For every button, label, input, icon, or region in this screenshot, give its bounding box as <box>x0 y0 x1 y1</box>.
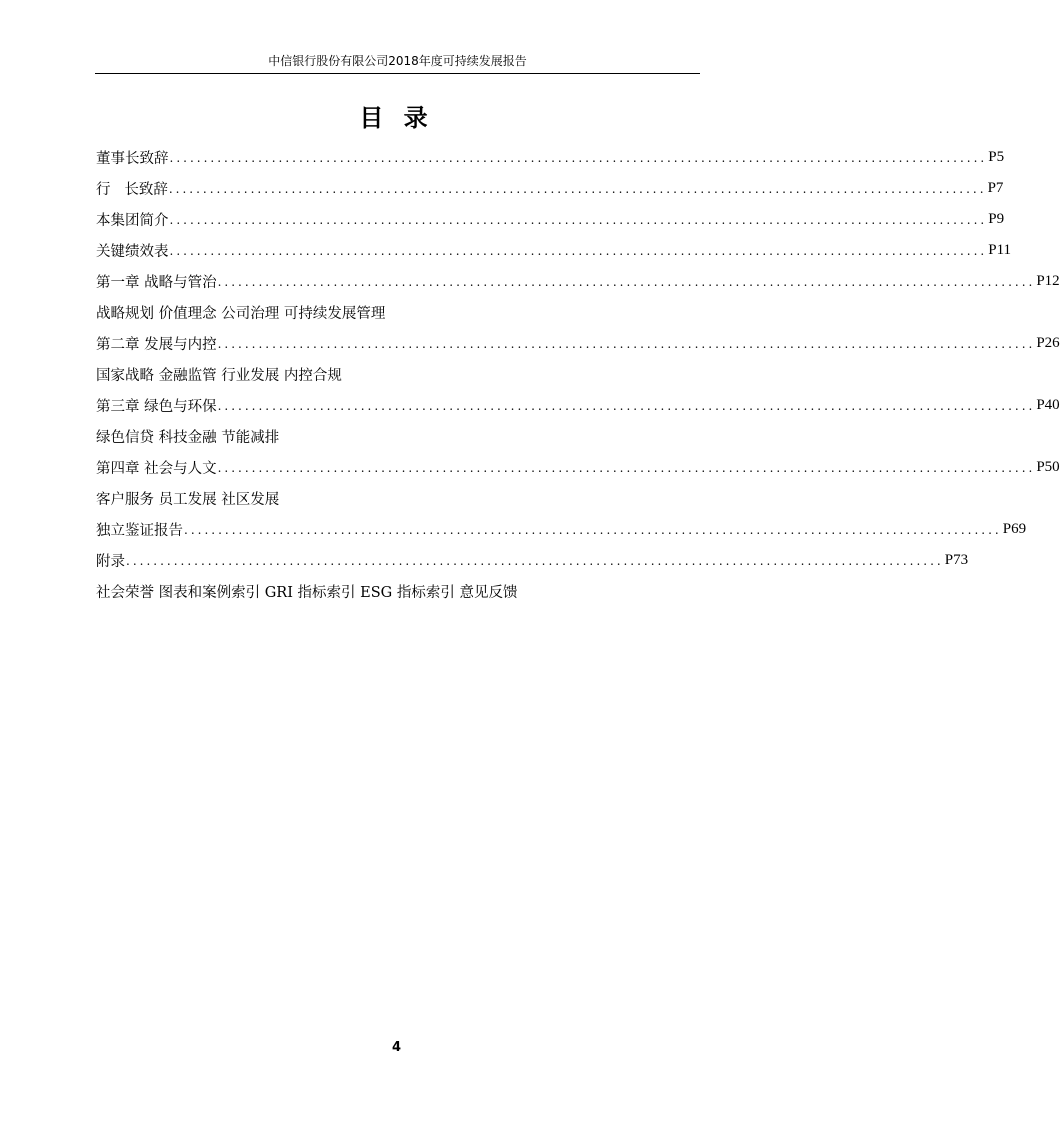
toc-leader-dots: ........................................................................................................................ <box>169 150 988 165</box>
toc-leader-dots: ........................................................................................................................ <box>217 460 1036 475</box>
toc-entry[interactable] <box>96 173 1004 204</box>
toc-entry-page: P40 <box>1036 397 1060 413</box>
toc-leader-dots: ........................................................................................................................ <box>169 212 988 227</box>
toc-entry-label: 行 长致辞 <box>96 182 168 198</box>
toc-entry-label: 关键绩效表 <box>96 244 169 260</box>
toc-leader-dots: ........................................................................................................................ <box>217 398 1036 413</box>
toc-subtopics <box>96 297 696 328</box>
page-title: 目 录 <box>359 104 434 132</box>
toc-entry-page: P26 <box>1036 335 1060 351</box>
page-number: 4 <box>391 1040 402 1055</box>
toc-entry[interactable] <box>96 328 1060 359</box>
toc-entry[interactable] <box>96 235 1012 266</box>
toc-subtopics <box>96 421 696 452</box>
toc-entry-label: 附录 <box>96 554 125 570</box>
toc-leader-dots: ........................................................................................................................ <box>217 274 1036 289</box>
toc-entry-page: P73 <box>944 552 969 568</box>
toc-leader-dots: ........................................................................................................................ <box>168 181 987 196</box>
toc-entry-label: 第四章 社会与人文 <box>96 461 217 477</box>
toc-leader-dots: ........................................................................................................................ <box>217 336 1036 351</box>
toc-entry[interactable] <box>96 204 1005 235</box>
toc-entry-label: 董事长致辞 <box>96 151 169 167</box>
toc-entry-page: P11 <box>988 242 1012 258</box>
toc-entry-page: P7 <box>987 180 1004 196</box>
toc-leader-dots: ........................................................................................................................ <box>184 522 1002 537</box>
running-header: 中信银行股份有限公司2018年度可持续发展报告 <box>268 54 527 68</box>
toc-entry-label: 第三章 绿色与环保 <box>96 399 217 415</box>
toc-entry-page: P69 <box>1002 521 1027 537</box>
toc-entry[interactable] <box>96 514 1027 545</box>
toc-leader-dots: ........................................................................................................................ <box>126 553 944 568</box>
toc-entry[interactable] <box>96 452 1060 483</box>
toc-entry-page: P5 <box>988 149 1005 165</box>
toc-entry[interactable] <box>96 142 1005 173</box>
toc-subtopics-text: 社会荣誉 图表和案例索引 GRI 指标索引 ESG 指标索引 意见反馈 <box>96 585 518 601</box>
toc-entry-page: P9 <box>988 211 1005 227</box>
toc-entry[interactable] <box>96 390 1060 421</box>
toc-entry-page: P12 <box>1036 273 1060 289</box>
toc-entry-label: 本集团简介 <box>96 213 169 229</box>
toc-subtopics-text: 国家战略 金融监管 行业发展 内控合规 <box>96 368 342 384</box>
table-of-contents <box>96 142 1060 607</box>
toc-subtopics-text: 战略规划 价值理念 公司治理 可持续发展管理 <box>96 306 386 322</box>
toc-subtopics-text: 绿色信贷 科技金融 节能减排 <box>96 430 280 446</box>
toc-entry-page: P50 <box>1036 459 1060 475</box>
toc-subtopics <box>96 576 696 607</box>
toc-entry-label: 第一章 战略与管治 <box>96 275 217 291</box>
toc-subtopics-text: 客户服务 员工发展 社区发展 <box>96 492 280 508</box>
toc-entry[interactable] <box>96 266 1060 297</box>
toc-subtopics <box>96 359 696 390</box>
toc-entry[interactable] <box>96 545 969 576</box>
toc-entry-label: 第二章 发展与内控 <box>96 337 217 353</box>
toc-leader-dots: ........................................................................................................................ <box>169 243 988 258</box>
header-divider <box>95 73 700 74</box>
toc-subtopics <box>96 483 696 514</box>
toc-entry-label: 独立鉴证报告 <box>96 523 183 539</box>
